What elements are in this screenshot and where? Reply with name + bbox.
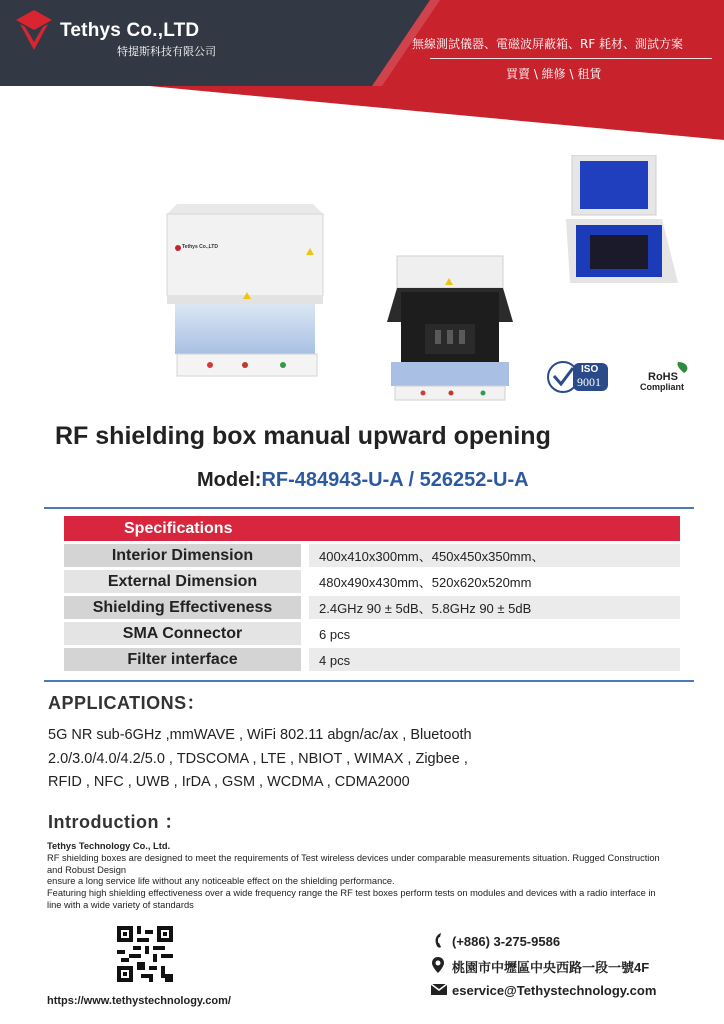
address-text: 桃園市中壢區中央西路一段一號4F <box>452 960 650 975</box>
model-label: Model: <box>197 469 262 491</box>
logo-mark-icon <box>14 8 54 52</box>
introduction-line: ensure a long service life without any noticeable effect on the shielding performance. <box>47 876 395 887</box>
header-tagline: 無線測試儀器、電磁波屏蔽箱、RF 耗材、測試方案 <box>412 37 684 51</box>
spec-value: 2.4GHz 90 ± 5dB、5.8GHz 90 ± 5dB <box>309 596 680 619</box>
email-text: eservice@Tethystechnology.com <box>452 983 657 999</box>
contact-email[interactable] <box>430 982 656 999</box>
spec-key: Filter interface <box>64 648 301 671</box>
introduction-line: Featuring high shielding effectiveness over a wide frequency range the RF test boxes perform tests on modules and devices with a radio interface in <box>47 888 656 899</box>
applications-heading: APPLICATIONS： <box>48 693 206 713</box>
rohs-label: RoHS <box>648 371 678 383</box>
introduction-line: and Robust Design <box>47 864 127 875</box>
qr-code[interactable] <box>117 926 173 982</box>
introduction-line: line with a wide variety of standards <box>47 899 194 910</box>
company-subname: 特提斯科技有限公司 <box>117 46 216 58</box>
spec-key: Shielding Effectiveness <box>64 596 301 619</box>
header-banner <box>0 0 724 140</box>
company-name: Tethys Co.,LTD <box>60 20 200 41</box>
spec-value: 480x490x430mm、520x620x520mm <box>309 570 680 593</box>
product-title: RF shielding box manual upward opening <box>55 422 551 450</box>
divider-bottom <box>44 680 694 682</box>
model-value: RF-484943-U-A / 526252-U-A <box>261 469 529 491</box>
location-pin-icon <box>430 956 452 977</box>
applications-line: RFID , NFC , UWB , IrDA , GSM , WCDMA , CDMA2000 <box>48 774 410 790</box>
spec-value: 400x410x300mm、450x450x350mm、 <box>309 544 680 567</box>
box-brand-label: Tethys Co.,LTD <box>182 244 218 250</box>
spec-row <box>64 622 680 645</box>
spec-key: SMA Connector <box>64 622 301 645</box>
product-image-closed-box <box>165 200 325 380</box>
spec-value: 4 pcs <box>309 648 680 671</box>
spec-row <box>64 648 680 671</box>
introduction-company: Tethys Technology Co., Ltd. <box>47 841 171 851</box>
specs-heading-bar <box>64 516 680 541</box>
contact-phone[interactable] <box>430 931 560 952</box>
applications-line: 5G NR sub-6GHz ,mmWAVE , WiFi 802.11 abgn/ac/ax , Bluetooth <box>48 727 472 743</box>
specs-heading: Specifications <box>124 520 233 537</box>
product-image-open-lid <box>566 155 684 283</box>
rohs-compliant: Compliant <box>640 382 684 392</box>
iso-number: 9001 <box>577 375 601 389</box>
iso-9001-badge <box>546 360 610 394</box>
applications-list <box>48 724 688 795</box>
spec-key: Interior Dimension <box>64 544 301 567</box>
spec-key: External Dimension <box>64 570 301 593</box>
introduction-body <box>47 841 697 912</box>
mail-icon <box>430 982 452 999</box>
website-link[interactable]: https://www.tethystechnology.com/ <box>47 995 231 1007</box>
spec-row <box>64 596 680 619</box>
product-image-open-box <box>385 252 515 402</box>
phone-text: (+886) 3-275-9586 <box>452 934 561 949</box>
spec-row <box>64 544 680 567</box>
iso-label: ISO <box>581 364 599 375</box>
spec-value: 6 pcs <box>309 622 680 645</box>
introduction-line: RF shielding boxes are designed to meet the requirements of Test wireless devices under comparable measurements situation. Rugged Construction <box>47 852 660 863</box>
spec-row <box>64 570 680 593</box>
model-line <box>197 469 529 492</box>
rohs-badge <box>640 360 700 394</box>
phone-icon <box>430 931 452 952</box>
tagline-divider <box>430 58 712 59</box>
contact-address <box>430 956 649 977</box>
introduction-heading: Introduction ： <box>48 812 183 832</box>
applications-line: 2.0/3.0/4.0/4.2/5.0 , TDSCOMA , LTE , NBIOT , WIMAX , Zigbee , <box>48 750 468 767</box>
company-logo[interactable] <box>14 8 234 56</box>
divider-top <box>44 507 694 509</box>
header-services: 買賣 \ 維修 \ 租賃 <box>506 67 602 81</box>
